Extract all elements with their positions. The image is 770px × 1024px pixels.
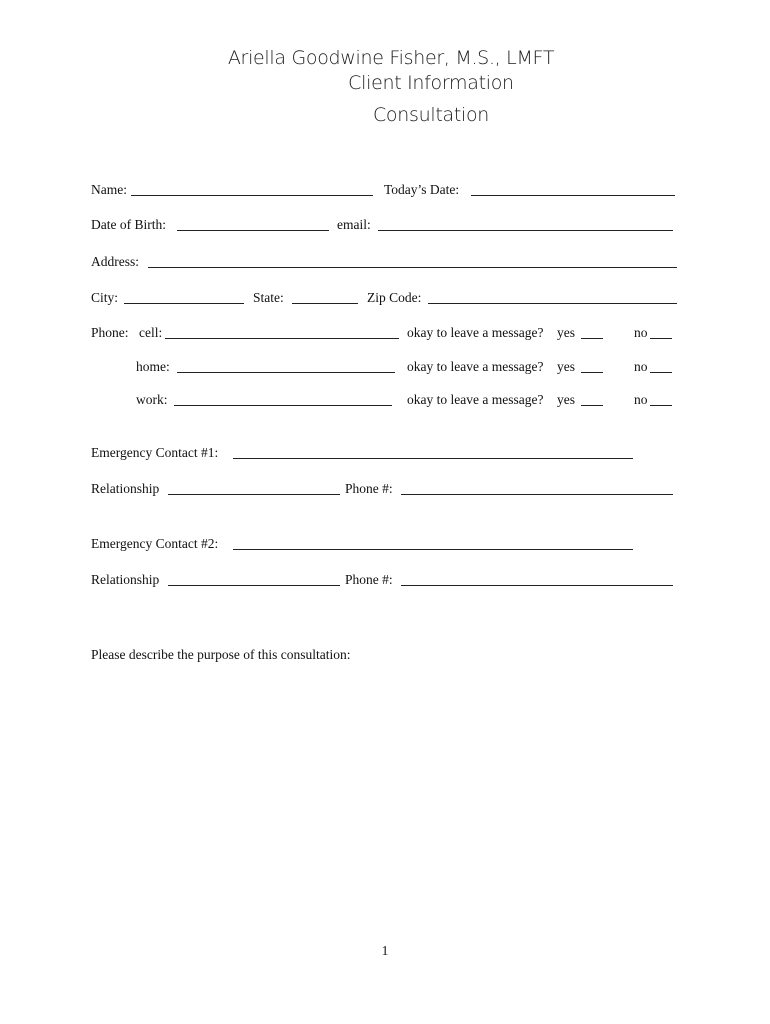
emergency-contact-2-field[interactable] [233, 549, 633, 550]
emergency-contact-2-label: Emergency Contact #2: [91, 536, 219, 551]
cell-yes-blank[interactable] [581, 338, 603, 339]
emergency-phone-2-field[interactable] [401, 585, 673, 586]
home-no-label: no [634, 359, 648, 374]
relationship-2-row [91, 571, 681, 589]
address-field[interactable] [148, 267, 677, 268]
zip-label: Zip Code: [367, 290, 422, 305]
emergency-contact-1-row [91, 444, 681, 462]
purpose-text-area[interactable] [91, 672, 681, 922]
phone-work-field[interactable] [174, 405, 392, 406]
name-label: Name: [91, 182, 127, 197]
relationship-1-row [91, 480, 681, 498]
work-message-label: okay to leave a message? [407, 392, 544, 407]
purpose-row [91, 646, 681, 664]
work-no-label: no [634, 392, 648, 407]
city-row [91, 289, 681, 307]
form-type: Consultation [372, 104, 490, 126]
city-label: City: [91, 290, 119, 305]
work-yes-blank[interactable] [581, 405, 603, 406]
name-field[interactable] [131, 195, 373, 196]
therapist-name: Ariella Goodwine Fisher, M.S., LMFT [227, 47, 555, 69]
home-message-label: okay to leave a message? [407, 359, 544, 374]
phone-home-type: home: [136, 359, 170, 374]
cell-no-label: no [634, 325, 648, 340]
emergency-contact-2-row [91, 535, 681, 553]
address-label: Address: [91, 254, 139, 269]
work-no-blank[interactable] [650, 405, 672, 406]
purpose-label: Please describe the purpose of this consultation: [91, 647, 351, 662]
form-subtitle: Client Information [348, 72, 514, 94]
phone-label: Phone: [91, 325, 129, 340]
dob-label: Date of Birth: [91, 217, 166, 232]
phone-cell-type: cell: [139, 325, 163, 340]
zip-field[interactable] [428, 303, 677, 304]
phone-cell-row [91, 324, 681, 342]
cell-no-blank[interactable] [650, 338, 672, 339]
emergency-contact-1-field[interactable] [233, 458, 633, 459]
phone-home-field[interactable] [177, 372, 395, 373]
home-yes-blank[interactable] [581, 372, 603, 373]
emergency-phone-1-field[interactable] [401, 494, 673, 495]
state-field[interactable] [292, 303, 358, 304]
relationship-1-label: Relationship [91, 481, 160, 496]
phone-work-type: work: [136, 392, 168, 407]
cell-message-label: okay to leave a message? [407, 325, 544, 340]
home-no-blank[interactable] [650, 372, 672, 373]
relationship-2-label: Relationship [91, 572, 160, 587]
emergency-phone-1-label: Phone #: [345, 481, 393, 496]
emergency-contact-1-label: Emergency Contact #1: [91, 445, 219, 460]
todays-date-label: Today’s Date: [384, 182, 460, 197]
todays-date-field[interactable] [471, 195, 675, 196]
cell-yes-label: yes [557, 325, 575, 340]
emergency-phone-2-label: Phone #: [345, 572, 393, 587]
phone-work-row [91, 391, 681, 409]
phone-home-row [91, 358, 681, 376]
home-yes-label: yes [557, 359, 575, 374]
name-row [91, 181, 681, 199]
relationship-2-field[interactable] [168, 585, 340, 586]
dob-field[interactable] [177, 230, 329, 231]
email-label: email: [337, 217, 371, 232]
work-yes-label: yes [557, 392, 575, 407]
state-label: State: [253, 290, 284, 305]
dob-row [91, 216, 681, 234]
email-field[interactable] [378, 230, 673, 231]
address-row [91, 253, 681, 271]
phone-cell-field[interactable] [165, 338, 399, 339]
city-field[interactable] [124, 303, 244, 304]
page-number: 1 [381, 943, 389, 958]
relationship-1-field[interactable] [168, 494, 340, 495]
